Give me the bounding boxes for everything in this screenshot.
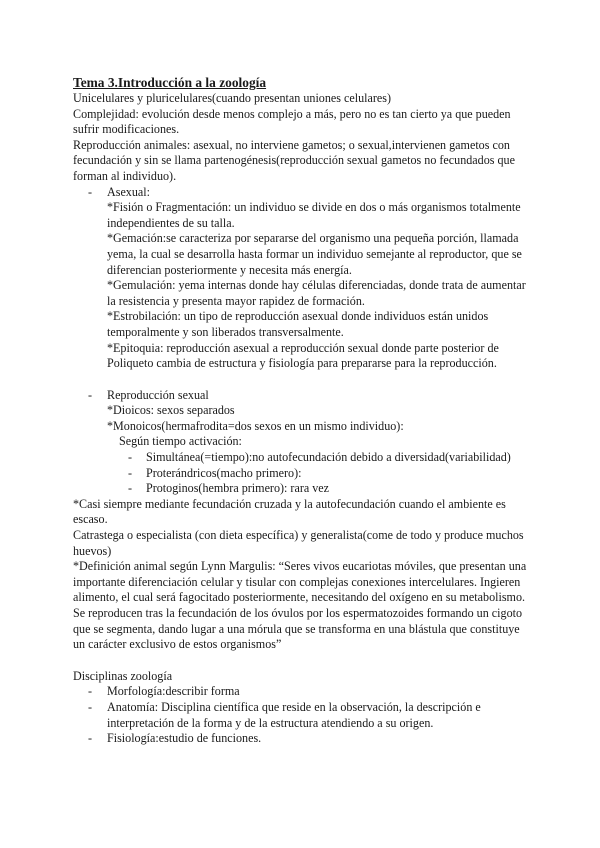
- list-bullet: -: [128, 465, 133, 480]
- discipline-item: Fisiología:estudio de funciones.: [107, 731, 262, 746]
- list-bullet: -: [88, 387, 93, 402]
- list-bullet: -: [88, 184, 93, 199]
- intro-paragraph: Complejidad: evolución desde menos complejo a más, pero no es tan cierto ya que pueden sufrir modificaciones.: [73, 106, 511, 137]
- asexual-heading: Asexual:: [107, 184, 150, 199]
- closing-paragraph: Catrastega o especialista (con dieta específica) y generalista(come de todo y produce muchos huevos): [73, 528, 524, 558]
- page-title: Tema 3.Introducción a la zoología: [73, 75, 267, 90]
- activation-list-item: [73, 481, 533, 497]
- asexual-item: *Estrobilación: un tipo de reproducción asexual donde individuos están unidos temporalmente y son liberados transversalmente.: [107, 309, 489, 339]
- list-bullet: -: [88, 699, 93, 714]
- sexual-heading: Reproducción sexual: [107, 387, 209, 402]
- disciplines-heading: Disciplinas zoología: [73, 668, 173, 683]
- discipline-list-item: [73, 731, 533, 747]
- list-bullet: -: [128, 450, 133, 465]
- asexual-item: *Fisión o Fragmentación: un individuo se divide en dos o más organismos totalmente independientes de su talla.: [107, 200, 521, 230]
- activation-item: Simultánea(=tiempo):no autofecundación debido a diversidad(variabilidad): [146, 450, 511, 465]
- intro-paragraph: Reproducción animales: asexual, no interviene gametos; o sexual,intervienen gametos con fecundación y sin se llama partenogénesis(reproducción sexual gametos no fecundados que forman al individuo).: [73, 137, 515, 183]
- discipline-list-item: [73, 684, 533, 700]
- spacer: [73, 653, 533, 669]
- activation-item: Protoginos(hembra primero): rara vez: [146, 481, 330, 496]
- closing-paragraph: *Casi siempre mediante fecundación cruzada y la autofecundación cuando el ambiente es escaso.: [73, 496, 506, 527]
- activation-list-item: [73, 450, 533, 466]
- activation-item: Proterándricos(macho primero):: [146, 465, 302, 480]
- asexual-item: *Epitoquia: reproducción asexual a reproducción sexual donde parte posterior de Poliqueto cambia de estructura y fisiología para prepararse para la reproducción.: [107, 340, 499, 371]
- discipline-item: Morfología:describir forma: [107, 684, 240, 699]
- discipline-list-item: [73, 700, 533, 731]
- discipline-item: Anatomía: Disciplina científica que reside en la observación, la descripción e interpretación de la forma y de la estructura atendiendo a su origen.: [107, 699, 481, 730]
- asexual-heading-row: [73, 185, 533, 372]
- list-bullet: -: [128, 481, 133, 496]
- margulis-definition: *Definición animal según Lynn Margulis: “Seres vivos eucariotas móviles, que presentan una importante diferenciación celular y tisular con complejas conexiones intercelulares. Ingieren alimento, el cual será fagocitado posteriormente, necesitando del oxígeno en su metabolismo. Se reproducen tras la fecundación de los óvulos por los espermatozoides formando un cigoto que se segmenta, dando lugar a una mórula que se transforma en una blástula que constituye un carácter exclusivo de estos organismos”: [73, 559, 527, 652]
- activation-list-item: [73, 466, 533, 482]
- sexual-item: *Monoicos(hermafrodita=dos sexos en un mismo individuo):: [107, 418, 404, 433]
- activation-label: Según tiempo activación:: [119, 434, 242, 449]
- document-body: [73, 74, 533, 747]
- list-bullet: -: [88, 684, 93, 699]
- asexual-item: *Gemulación: yema internas donde hay células diferenciadas, donde trata de aumentar la resistencia y presenta mayor rapidez de formación.: [107, 278, 526, 308]
- intro-paragraph: Unicelulares y pluricelulares(cuando presentan uniones celulares): [73, 91, 391, 105]
- list-bullet: -: [88, 731, 93, 746]
- asexual-item: *Gemación:se caracteriza por separarse del organismo una pequeña porción, llamada yema, la cual se desarrolla hasta formar un individuo semejante al reproductor, que se diferencian posteriormente y necesita más energía.: [107, 231, 522, 277]
- spacer: [73, 372, 533, 388]
- sexual-item: *Dioicos: sexos separados: [107, 403, 235, 418]
- sexual-heading-row: [73, 388, 533, 450]
